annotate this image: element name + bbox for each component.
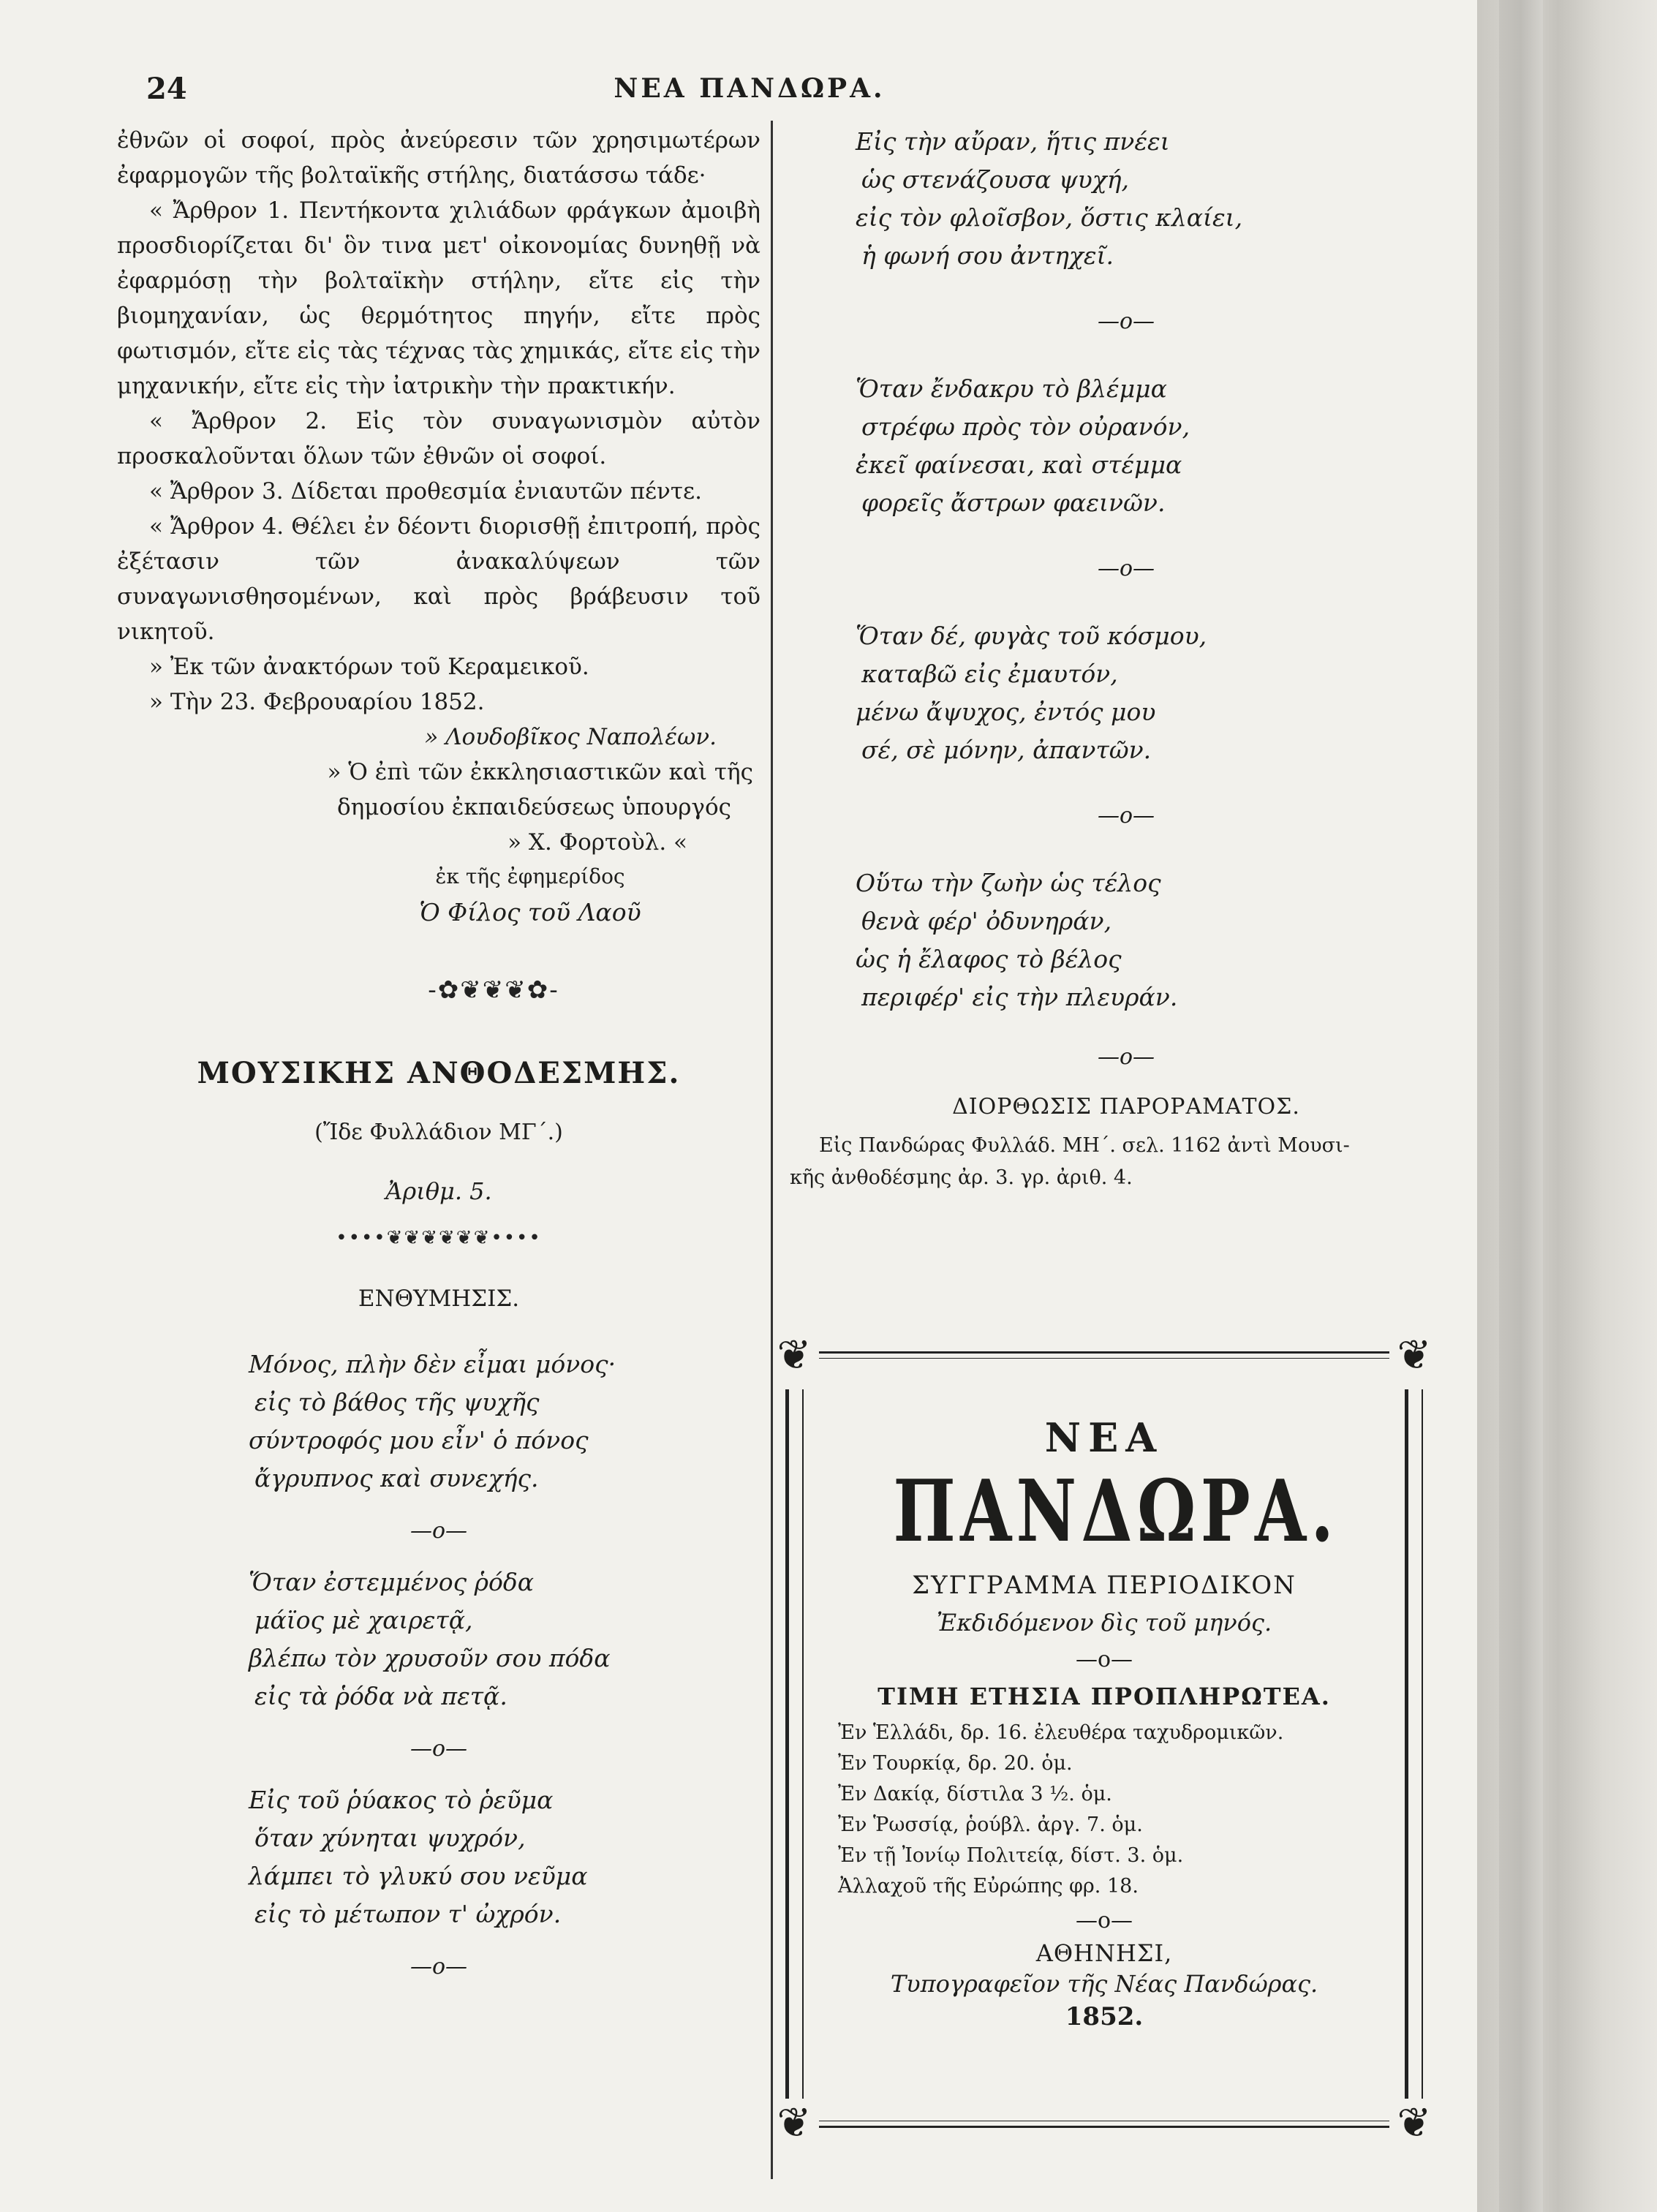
source-name: Ὁ Φίλος τοῦ Λαοῦ	[419, 898, 641, 926]
ornament-capital-icon: ❦	[1397, 1332, 1432, 1379]
decree-place: » Ἐκ τῶν ἀνακτόρων τοῦ Κεραμεικοῦ.	[149, 654, 589, 680]
right-column	[790, 123, 1462, 1194]
errata-line-2: κῆς ἀνθοδέσμης ἀρ. 3. γρ. ἀριθ. 4.	[790, 1166, 1133, 1189]
right-pillar	[1405, 1389, 1423, 2099]
errata-line-1: Εἰς Πανδώρας Φυλλάδ. ΜΗ΄. σελ. 1162 ἀντὶ Μουσι-	[819, 1134, 1350, 1157]
price-row: Ἐν Ῥωσσίᾳ, ῥούβλ. ἀργ. 7. ὁμ.	[838, 1813, 1143, 1836]
stanza	[856, 370, 1462, 522]
verse-line: ἡ φωνή σου ἀντηχεῖ.	[861, 241, 1114, 270]
separator: —o—	[1097, 803, 1155, 828]
advert-frequency: Ἐκδιδόμενον δὶς τοῦ μηνός.	[936, 1609, 1272, 1637]
separator: —o—	[1097, 556, 1155, 581]
section-title: ΜΟΥΣΙΚΗΣ ΑΝΘΟΔΕΣΜΗΣ.	[197, 1056, 681, 1090]
advert-top-rule	[819, 1351, 1389, 1359]
minister-name: » Χ. Φορτοὺλ. «	[507, 829, 687, 856]
left-pillar	[785, 1389, 804, 2099]
verse-line: ὅταν χύνηται ψυχρόν,	[254, 1824, 526, 1852]
verse-line: Μόνος, πλὴν δὲν εἶμαι μόνος·	[249, 1350, 616, 1378]
ornament-small: ••••❦❦❦❦❦❦••••	[336, 1227, 542, 1249]
verse-line: θενὰ φέρ' ὀδυνηράν,	[861, 907, 1112, 935]
advert-city: ΑΘΗΝΗΣΙ,	[1035, 1939, 1173, 1967]
separator: —o—	[1097, 309, 1155, 334]
verse-line: ὡς στενάζουσα ψυχή,	[861, 165, 1130, 194]
separator: —o—	[1075, 1908, 1133, 1933]
price-row: Ἐν τῇ Ἰονίῳ Πολιτείᾳ, δίστ. 3. ὁμ.	[838, 1844, 1184, 1867]
verse-line: εἰς τὸ μέτωπον τ' ὠχρόν.	[254, 1900, 562, 1928]
verse-line: καταβῶ εἰς ἐμαυτόν,	[861, 660, 1118, 688]
left-column	[117, 123, 760, 1999]
separator: —o—	[409, 1954, 468, 1979]
price-row: Ἐν Ἑλλάδι, δρ. 16. ἐλευθέρα ταχυδρομικῶν.	[838, 1721, 1284, 1744]
verse-line: ἐκεῖ φαίνεσαι, καὶ στέμμα	[856, 450, 1182, 479]
decree-date: » Τὴν 23. Φεβρουαρίου 1852.	[149, 689, 485, 715]
separator: —o—	[1097, 1044, 1155, 1070]
errata-title: ΔΙΟΡΘΩΣΙΣ ΠΑΡΟΡΑΜΑΤΟΣ.	[952, 1094, 1300, 1120]
verse-line: εἰς τὸ βάθος τῆς ψυχῆς	[254, 1388, 540, 1416]
verse-line: Ὅταν ἐστεμμένος ῥόδα	[249, 1568, 535, 1596]
minister-line-1: » Ὁ ἐπὶ τῶν ἐκκλησιαστικῶν καὶ τῆς	[327, 759, 753, 785]
stanza	[856, 864, 1462, 1016]
page-number: 24	[146, 72, 187, 106]
stanza	[249, 1563, 760, 1715]
price-title: ΤΙΜΗ ΕΤΗΣΙΑ ΠΡΟΠΛΗΡΩΤΕΑ.	[877, 1683, 1331, 1710]
advert-subtitle: ΣΥΓΓΡΑΜΜΑ ΠΕΡΙΟΔΙΚΟΝ	[912, 1571, 1296, 1600]
stanza	[856, 617, 1462, 769]
separator: —o—	[409, 1736, 468, 1762]
verse-line: λάμπει τὸ γλυκύ σου νεῦμα	[249, 1862, 588, 1890]
verse-line: βλέπω τὸν χρυσοῦν σου πόδα	[249, 1644, 611, 1672]
verse-line: Ὅταν δέ, φυγὰς τοῦ κόσμου,	[856, 622, 1207, 650]
verse-line: Εἰς τὴν αὔραν, ἥτις πνέει	[856, 127, 1170, 156]
price-row: Ἐν Τουρκίᾳ, δρ. 20. ὁμ.	[838, 1752, 1073, 1775]
article-1: « Ἄρθρον 1. Πεντήκοντα χιλιάδων φράγκων ἀμοιβὴ προσδιορίζεται δι' ὃν τινα μετ' οἰκονομίας δυνηθῇ νὰ ἐφαρμόσῃ τὴν βολταϊκὴν στήλην, εἴτε εἰς τὴν βιομηχανίαν, ὡς θερμότητος πηγήν, εἴτε πρὸς φωτισμόν, εἴτε εἰς τὰς τέχνας τὰς χημικάς, εἴτε εἰς τὴν μηχανικήν, εἴτε εἰς τὴν ἰατρικὴν τὴν πρακτικήν.	[117, 197, 760, 399]
ornament-capital-icon: ❦	[777, 1332, 812, 1379]
section-note: (Ἴδε Φυλλάδιον ΜΓ΄.)	[314, 1120, 563, 1145]
verse-line: εἰς τὰ ῥόδα νὰ πετᾷ.	[254, 1682, 507, 1710]
advert-content	[834, 1397, 1375, 2031]
page-header-title: ΝΕΑ ΠΑΝΔΩΡΑ.	[614, 73, 886, 104]
separator: —o—	[1075, 1647, 1133, 1672]
intro-paragraph: ἐθνῶν οἱ σοφοί, πρὸς ἀνεύρεσιν τῶν χρησιμωτέρων ἐφαρμογῶν τῆς βολταϊκῆς στήλης, διατάσσω τάδε·	[117, 127, 760, 189]
advert-nea: ΝΕΑ	[1044, 1414, 1164, 1461]
verse-line: σέ, σὲ μόνην, ἀπαντῶν.	[861, 736, 1152, 764]
verse-line: ὡς ἡ ἔλαφος τὸ βέλος	[856, 945, 1122, 973]
verse-line: Ὅταν ἔνδακρυ τὸ βλέμμα	[856, 374, 1167, 403]
advert-year: 1852.	[1065, 2002, 1144, 2031]
source-line: ἐκ τῆς ἐφημερίδος	[435, 864, 625, 888]
verse-line: Εἰς τοῦ ῥύακος τὸ ῥεῦμα	[249, 1786, 554, 1814]
ornament-divider: -✿❦❦❦✿-	[428, 975, 559, 1005]
verse-line: μένω ἄψυχος, ἐντός μου	[856, 698, 1156, 726]
number-label: Ἀριθμ. 5.	[385, 1177, 492, 1205]
price-row: Ἀλλαχοῦ τῆς Εὐρώπης φρ. 18.	[838, 1875, 1139, 1898]
advert-box	[768, 1316, 1441, 2164]
verse-line: στρέφω πρὸς τὸν οὐρανόν,	[861, 412, 1190, 441]
poem-title: ΕΝΘΥΜΗΣΙΣ.	[358, 1286, 520, 1312]
advert-pandora: ΠΑΝΔΩΡΑ.	[893, 1462, 1339, 1561]
separator: —o—	[409, 1518, 468, 1544]
verse-line: Οὕτω τὴν ζωὴν ὡς τέλος	[856, 869, 1161, 897]
verse-line: μάϊος μὲ χαιρετᾷ,	[254, 1606, 473, 1634]
advert-printer: Τυπογραφεῖον τῆς Νέας Πανδώρας.	[890, 1970, 1318, 1998]
poem-right-part	[790, 123, 1462, 1076]
stanza	[856, 123, 1462, 275]
signature-napoleon: » Λουδοβῖκος Ναπολέων.	[424, 724, 717, 750]
verse-line: ἄγρυπνος καὶ συνεχής.	[254, 1464, 539, 1492]
article-4: « Ἄρθρον 4. Θέλει ἐν δέοντι διορισθῇ ἐπιτροπή, πρὸς ἐξέτασιν τῶν ἀνακαλύψεων τῶν συναγωνισθησομένων, καὶ πρὸς βράβευσιν τοῦ νικητοῦ.	[117, 513, 760, 645]
price-list	[834, 1718, 1375, 1902]
verse-line: εἰς τὸν φλοῖσβον, ὅστις κλαίει,	[856, 203, 1243, 232]
ornament-base-icon: ❦	[777, 2099, 812, 2147]
article-2: « Ἄρθρον 2. Εἰς τὸν συναγωνισμὸν αὐτὸν προσκαλοῦνται ὅλων τῶν ἐθνῶν οἱ σοφοί.	[117, 408, 760, 469]
article-3: « Ἄρθρον 3. Δίδεται προθεσμία ἐνιαυτῶν πέντε.	[149, 478, 702, 505]
verse-line: περιφέρ' εἰς τὴν πλευράν.	[861, 983, 1178, 1011]
stanza	[249, 1345, 760, 1498]
price-row: Ἐν Δακίᾳ, δίστιλα 3 ½. ὁμ.	[838, 1783, 1112, 1805]
verse-line: σύντροφός μου εἶν' ὁ πόνος	[249, 1426, 589, 1454]
verse-line: φορεῖς ἄστρων φαεινῶν.	[861, 488, 1166, 517]
ornament-base-icon: ❦	[1397, 2099, 1432, 2147]
page-fold	[1499, 0, 1543, 2212]
minister-line-2: δημοσίου ἐκπαιδεύσεως ὑπουργός	[337, 794, 731, 820]
stanza	[249, 1781, 760, 1933]
advert-bottom-rule	[819, 2121, 1389, 2128]
poem-left-part	[117, 1345, 760, 1986]
